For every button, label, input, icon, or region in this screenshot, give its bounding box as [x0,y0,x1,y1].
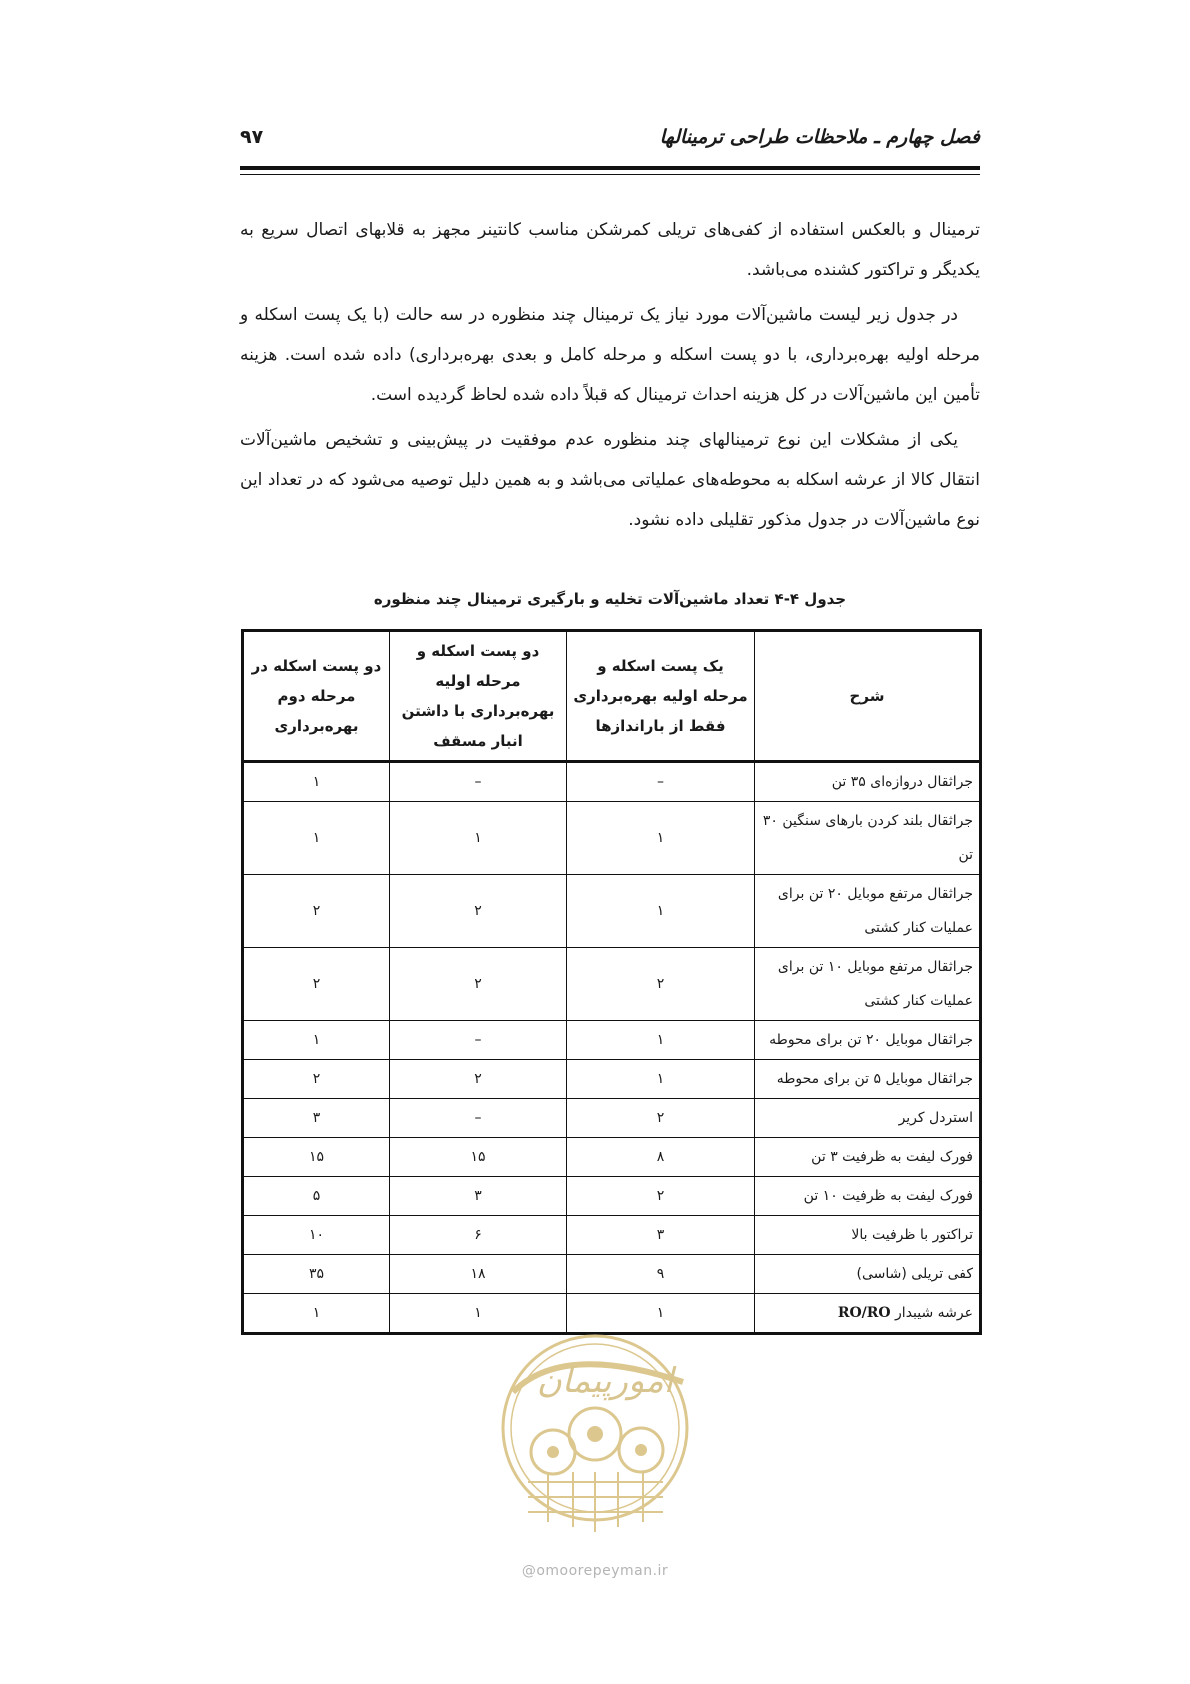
watermark-url: @omoorepeyman.ir [521,1563,669,1579]
row-col3: ۳ [243,1099,390,1138]
row-col3: ۱ [243,802,390,875]
row-col1: ۳ [567,1216,755,1255]
row-col3: ۵ [243,1177,390,1216]
table-header-row [243,631,981,762]
table-row [243,1177,981,1216]
row-desc: جراثقال مرتفع موبایل ۱۰ تن برای عملیات کنار کشتی [755,948,981,1021]
row-desc: کفی تریلی (شاسی) [755,1255,981,1294]
scales-icon [547,1446,559,1458]
row-col1: ۸ [567,1138,755,1177]
row-desc-text: عرشه شیبدار [895,1305,973,1321]
page-header [240,126,980,154]
row-col2: ۱۵ [390,1138,567,1177]
row-col2: ۱ [390,802,567,875]
row-col2: ۲ [390,948,567,1021]
row-desc: جراثقال دروازه‌ای ۳۵ تن [755,762,981,802]
body-text [240,210,980,545]
row-col2: – [390,1099,567,1138]
row-col1: ۹ [567,1255,755,1294]
row-desc: فورک لیفت به ظرفیت ۱۰ تن [755,1177,981,1216]
row-desc: فورک لیفت به ظرفیت ۳ تن [755,1138,981,1177]
row-col3: ۱ [243,762,390,802]
table-row [243,1138,981,1177]
gear-hub-icon [587,1426,603,1442]
row-col1: ۱ [567,1294,755,1334]
row-col3: ۲ [243,875,390,948]
row-desc [755,1294,981,1334]
row-col2: – [390,762,567,802]
row-desc-bold: RO/RO [837,1305,891,1321]
grid-icon [528,1472,663,1532]
row-col1: ۱ [567,875,755,948]
table-row [243,875,981,948]
row-desc: جراثقال مرتفع موبایل ۲۰ تن برای عملیات کنار کشتی [755,875,981,948]
table-caption: جدول ۴-۴ تعداد ماشین‌آلات تخلیه و بارگیری ترمینال چند منظوره [373,590,847,608]
row-col3: ۱۵ [243,1138,390,1177]
row-col1: ۱ [567,802,755,875]
chapter-title: فصل چهارم ـ ملاحظات طراحی ترمینالها [659,126,980,148]
watermark-seal [493,1322,697,1554]
row-col3: ۱۰ [243,1216,390,1255]
row-col1: ۲ [567,1099,755,1138]
seal-logo-text: امورپیمان [536,1361,674,1401]
row-col2: ۲ [390,875,567,948]
header-col1: یک پست اسکله و مرحله اولیه بهره‌برداری فقط از باراندازها [567,631,755,762]
row-col2: – [390,1021,567,1060]
excavator-icon [635,1444,647,1456]
row-col1: ۱ [567,1060,755,1099]
row-col2: ۶ [390,1216,567,1255]
row-col1: – [567,762,755,802]
table-row [243,1099,981,1138]
row-col2: ۱ [390,1294,567,1334]
table-row [243,1216,981,1255]
table-row [243,762,981,802]
table-row [243,802,981,875]
table-row [243,1060,981,1099]
row-col1: ۲ [567,1177,755,1216]
row-desc: استردل کریر [755,1099,981,1138]
header-rule-thick [240,166,980,170]
paragraph-2: در جدول زیر لیست ماشین‌آلات مورد نیاز یک ترمینال چند منظوره در سه حالت (با یک پست اسکله و مرحله اولیه بهره‌برداری، با دو پست اسکله و مرحله کامل و بعدی بهره‌برداری) داده شده است. هزینه تأمین این ماشین‌آلات در کل هزینه احداث ترمینال که قبلاً داده شده لحاظ گردیده است. [240,305,980,405]
table-row [243,1255,981,1294]
row-col1: ۱ [567,1021,755,1060]
paragraph-3: یکی از مشکلات این نوع ترمینالهای چند منظوره عدم موفقیت در پیش‌بینی و تشخیص ماشین‌آلات انتقال کالا از عرشه اسکله به محوطه‌های عملیاتی می‌باشد و به همین دلیل توصیه می‌شود که در تعداد این نوع ماشین‌آلات در جدول مذکور تقلیلی داده نشود. [240,430,980,530]
table-row [243,1021,981,1060]
header-rule-thin [240,174,980,175]
machinery-table [241,629,982,1335]
row-desc: جراثقال بلند کردن بارهای سنگین ۳۰ تن [755,802,981,875]
row-col3: ۲ [243,948,390,1021]
row-col3: ۱ [243,1021,390,1060]
paragraph-1: ترمینال و بالعکس استفاده از کفی‌های تریلی کمرشکن مناسب کانتینر مجهز به قلابهای اتصال سریع به یکدیگر و تراکتور کشنده می‌باشد. [240,220,980,280]
row-col3: ۱ [243,1294,390,1334]
row-col1: ۲ [567,948,755,1021]
header-col2: دو پست اسکله و مرحله اولیه بهره‌برداری با داشتن انبار مسقف [390,631,567,762]
table-row [243,948,981,1021]
row-desc: تراکتور با ظرفیت بالا [755,1216,981,1255]
row-col2: ۱۸ [390,1255,567,1294]
header-col3: دو پست اسکله در مرحله دوم بهره‌برداری [243,631,390,762]
page-number: ۹۷ [240,126,264,148]
row-col3: ۳۵ [243,1255,390,1294]
row-desc: جراثقال موبایل ۲۰ تن برای محوطه [755,1021,981,1060]
row-col3: ۲ [243,1060,390,1099]
row-desc: جراثقال موبایل ۵ تن برای محوطه [755,1060,981,1099]
row-col2: ۳ [390,1177,567,1216]
header-desc: شرح [755,631,981,762]
row-col2: ۲ [390,1060,567,1099]
